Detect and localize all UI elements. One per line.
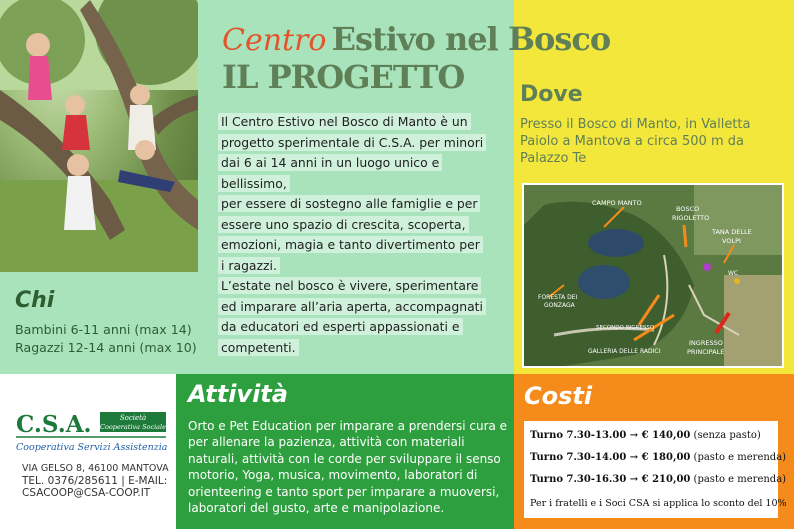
map-label-tana-1: TANA DELLE xyxy=(712,228,752,236)
map-label-ingresso-1: INGRESSO xyxy=(689,339,723,347)
csa-email[interactable]: CSACOOP@CSA-COOP.IT xyxy=(22,487,151,499)
costi-turno: Turno 7.30-16.30 → € 210,00 xyxy=(530,474,691,485)
project-line: progetto sperimentale di C.S.A. per minori xyxy=(218,134,486,151)
map-label-wc: WC xyxy=(728,270,739,277)
project-line: Il Centro Estivo nel Bosco di Manto è un xyxy=(218,113,471,130)
project-line: competenti. xyxy=(218,339,299,356)
dove-text: Presso il Bosco di Manto, in Valletta Paiolo a Mantova a circa 500 m da Palazzo Te xyxy=(520,117,751,166)
costi-table xyxy=(524,421,787,518)
costi-turno: Turno 7.30-13.00 → € 140,00 xyxy=(530,430,691,441)
csa-logo-text: C.S.A. xyxy=(16,411,92,438)
chi-heading: Chi xyxy=(15,288,55,313)
costi-turno: Turno 7.30-14.00 → € 180,00 xyxy=(530,452,691,463)
map-label-campo: CAMPO MANTO xyxy=(592,199,642,207)
title-centro: Centro xyxy=(222,23,327,58)
chi-bambini: Bambini 6-11 anni (max 14) xyxy=(15,322,192,337)
csa-logo-graphic xyxy=(16,410,168,456)
map-label-tana-2: VOLPI xyxy=(722,237,741,245)
csa-logo xyxy=(16,410,168,460)
project-line: L’estate nel bosco è vivere, sperimentare xyxy=(218,277,481,294)
project-line: da educatori ed esperti appassionati e xyxy=(218,318,463,335)
project-line: ed imparare all’aria aperta, accompagnati xyxy=(218,298,486,315)
aerial-map-image xyxy=(524,185,782,366)
title-estivo-nel-bosco: Estivo nel Bosco xyxy=(331,20,611,58)
map-label-bosco-1: BOSCO xyxy=(676,205,700,213)
children-photo xyxy=(0,0,198,272)
chi-ragazzi: Ragazzi 12-14 anni (max 10) xyxy=(15,340,197,355)
dove-heading: Dove xyxy=(520,82,583,107)
chi-text xyxy=(15,321,197,357)
csa-badge-line1: Società xyxy=(119,414,147,422)
project-line: emozioni, magia e tanto divertimento per xyxy=(218,236,483,253)
map-label-foresta-2: GONZAGA xyxy=(544,302,575,309)
attivita-heading: Attività xyxy=(188,380,288,408)
csa-full-name: Cooperativa Servizi Assistenziali xyxy=(16,442,168,453)
project-text xyxy=(218,112,510,358)
project-line: dai 6 ai 14 anni in un luogo unico e bellissimo, xyxy=(218,154,442,192)
children-in-tree-illustration xyxy=(0,0,198,272)
map-label-bosco-2: RIGOLETTO xyxy=(672,214,710,222)
costi-row xyxy=(530,474,786,485)
csa-address: VIA GELSO 8, 46100 MANTOVA xyxy=(22,463,169,474)
project-line: per essere di sostegno alle famiglie e per xyxy=(218,195,480,212)
csa-tel: TEL. 0376/285611 | E-MAIL: xyxy=(22,475,168,487)
page-subtitle: IL PROGETTO xyxy=(222,58,465,96)
project-line: i ragazzi. xyxy=(218,257,280,274)
csa-contacts xyxy=(22,475,167,499)
costi-row xyxy=(530,430,761,441)
map-label-galleria: GALLERIA DELLE RADICI xyxy=(588,348,661,355)
costi-heading: Costi xyxy=(524,382,593,410)
map-label-ingresso-2: PRINCIPALE xyxy=(687,348,725,356)
project-line: essere uno spazio di crescita, scoperta, xyxy=(218,216,469,233)
map-label-secondo-ingresso: SECONDO INGRESSO xyxy=(596,325,655,331)
page-title xyxy=(222,20,610,58)
costi-discount: Per i fratelli e i Soci CSA si applica lo sconto del 10% xyxy=(530,498,787,509)
costi-note: (pasto e merenda) xyxy=(693,474,787,485)
site-map xyxy=(522,183,784,368)
costi-note: (pasto e merenda) xyxy=(693,452,787,463)
costi-note: (senza pasto) xyxy=(693,430,761,441)
attivita-text: Orto e Pet Education per imparare a prendersi cura e per allenare la pazienza, attività con materiali naturali, attività con le corde per sviluppare il senso motorio, Yoga, musica, movimento, laboratori di orienteering e tanto sport per imparare a muoversi, laboratori del gusto, arte e manipolazione. xyxy=(188,419,508,516)
costi-row xyxy=(530,452,786,463)
csa-badge-line2: Cooperativa Sociale xyxy=(100,423,166,431)
map-label-foresta-1: FORESTA DEI xyxy=(538,294,578,301)
